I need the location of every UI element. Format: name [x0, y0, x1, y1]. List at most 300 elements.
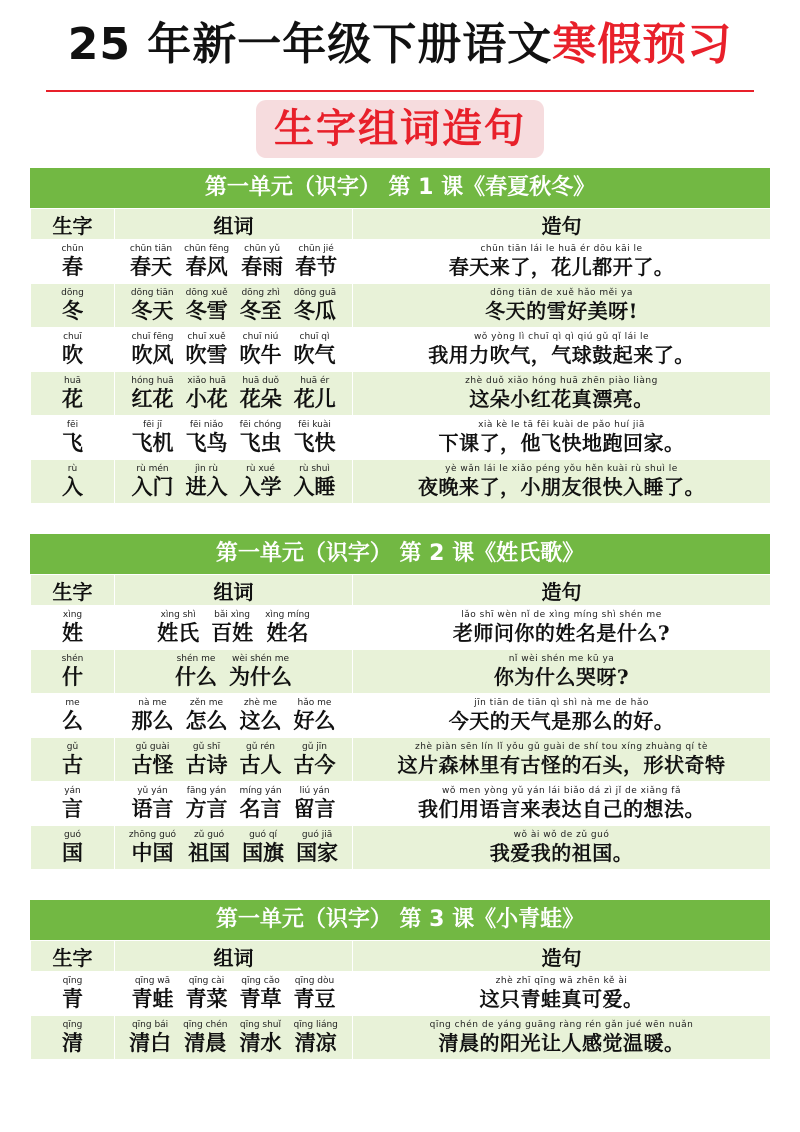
- sentence-cell: [353, 650, 771, 694]
- sentence-pinyin: wǒ men yòng yǔ yán lái biǎo dá zì jǐ de xiǎng fǎ: [442, 786, 681, 796]
- word-pinyin: wèi shén me: [231, 654, 290, 664]
- word-hanzi: 青蛙: [131, 986, 174, 1011]
- table-row: [31, 694, 771, 738]
- page-subtitle: 生字组词造句: [256, 100, 544, 158]
- word-hanzi: 飞鸟: [185, 430, 228, 455]
- table-row: [31, 1016, 771, 1060]
- sentence-cell: [353, 372, 771, 416]
- table-row: [31, 416, 771, 460]
- word-hanzi: 冬瓜: [293, 298, 336, 323]
- word-item: [129, 1020, 171, 1055]
- char-pinyin: shén: [61, 654, 84, 664]
- sentence-cell: [353, 972, 771, 1016]
- word-list: [115, 786, 352, 821]
- word-hanzi: 冬雪: [185, 298, 228, 323]
- word-pinyin: fēi kuài: [298, 420, 331, 430]
- words-cell: [115, 694, 353, 738]
- word-pinyin: zǔ guó: [193, 830, 225, 840]
- word-hanzi: 清凉: [294, 1030, 337, 1055]
- example-sentence: [353, 464, 770, 499]
- word-pinyin: liú yán: [299, 786, 330, 796]
- word-pinyin: guó jiā: [301, 830, 333, 840]
- sentence-pinyin: zhè duǒ xiǎo hóng huā zhēn piào liàng: [465, 376, 658, 386]
- word-pinyin: chuī fēng: [131, 332, 174, 342]
- new-character: [31, 244, 114, 279]
- word-hanzi: 清白: [129, 1030, 172, 1055]
- word-hanzi: 古人: [239, 752, 282, 777]
- word-hanzi: 春天: [129, 254, 172, 279]
- word-hanzi: 古怪: [131, 752, 174, 777]
- char-hanzi: 花: [62, 386, 83, 411]
- sentence-text: 冬天的雪好美呀!: [485, 299, 638, 323]
- sentence-cell: [353, 738, 771, 782]
- new-character: [31, 742, 114, 777]
- word-pinyin: qīng cài: [188, 976, 225, 986]
- char-cell: [31, 782, 115, 826]
- char-cell: [31, 972, 115, 1016]
- word-list: [115, 976, 352, 1011]
- char-pinyin: xìng: [62, 610, 83, 620]
- char-hanzi: 吹: [62, 342, 83, 367]
- char-hanzi: 春: [62, 254, 83, 279]
- example-sentence: [353, 332, 770, 367]
- word-hanzi: 古今: [293, 752, 336, 777]
- char-cell: [31, 328, 115, 372]
- example-sentence: [353, 654, 770, 689]
- word-list: [115, 830, 352, 865]
- word-item: [239, 1020, 281, 1055]
- word-hanzi: 春节: [295, 254, 338, 279]
- words-cell: [115, 972, 353, 1016]
- word-item: [186, 464, 228, 499]
- sentence-cell: [353, 416, 771, 460]
- word-pinyin: huā ér: [300, 376, 330, 386]
- word-hanzi: 清晨: [184, 1030, 227, 1055]
- word-pinyin: qīng chén: [183, 1020, 228, 1030]
- sentence-pinyin: zhè zhī qīng wā zhēn kě ài: [495, 976, 628, 986]
- title-underline: [46, 90, 754, 92]
- word-hanzi: 这么: [239, 708, 282, 733]
- word-hanzi: 为什么: [229, 664, 292, 689]
- word-pinyin: dōng tiān: [130, 288, 174, 298]
- word-item: [132, 742, 174, 777]
- word-pinyin: qīng cǎo: [241, 976, 280, 986]
- word-item: [242, 830, 284, 865]
- word-hanzi: 冬至: [239, 298, 282, 323]
- word-item: [239, 786, 281, 821]
- word-item: [183, 1020, 227, 1055]
- char-pinyin: chuī: [63, 332, 82, 342]
- sentence-pinyin: zhè piàn sēn lín lǐ yǒu gǔ guài de shí tou xíng zhuàng qí tè: [415, 742, 708, 752]
- word-pinyin: qīng shuǐ: [239, 1020, 282, 1030]
- example-sentence: [353, 698, 770, 733]
- word-pinyin: chūn fēng: [184, 244, 230, 254]
- word-list: [115, 654, 352, 689]
- words-cell: [115, 1016, 353, 1060]
- page-title: [0, 18, 800, 72]
- column-header-sentence: 造句: [353, 575, 771, 606]
- sentence-cell: [353, 328, 771, 372]
- word-pinyin: huā duǒ: [242, 376, 280, 386]
- word-list: [115, 742, 352, 777]
- table-row: [31, 606, 771, 650]
- table-row: [31, 738, 771, 782]
- word-pinyin: zěn me: [189, 698, 224, 708]
- char-pinyin: qīng: [62, 1020, 83, 1030]
- new-character: [31, 786, 114, 821]
- char-pinyin: qīng: [62, 976, 83, 986]
- word-pinyin: chūn jié: [298, 244, 334, 254]
- sentence-text: 我用力吹气，气球鼓起来了。: [428, 343, 695, 367]
- word-pinyin: fēi chóng: [239, 420, 282, 430]
- word-hanzi: 姓名: [266, 620, 309, 645]
- word-pinyin: xìng shì: [160, 610, 196, 620]
- word-pinyin: nà me: [138, 698, 167, 708]
- word-item: [296, 830, 338, 865]
- column-header-words: 组词: [115, 575, 353, 606]
- char-hanzi: 什: [62, 664, 83, 689]
- word-item: [129, 830, 176, 865]
- word-pinyin: chuī qì: [299, 332, 330, 342]
- table-row: [31, 328, 771, 372]
- word-list: [115, 244, 352, 279]
- word-pinyin: fēi jī: [142, 420, 163, 430]
- column-header-char: 生字: [31, 575, 115, 606]
- word-list: [115, 332, 352, 367]
- title-main: 25 年新一年级下册语文: [67, 19, 553, 70]
- char-hanzi: 么: [62, 708, 83, 733]
- word-item: [186, 288, 228, 323]
- word-pinyin: xiǎo huā: [187, 376, 227, 386]
- lesson-section-3: [30, 900, 770, 1060]
- word-item: [295, 244, 337, 279]
- word-pinyin: dōng xuě: [185, 288, 228, 298]
- table-row: [31, 972, 771, 1016]
- sentence-cell: [353, 694, 771, 738]
- word-item: [188, 830, 230, 865]
- word-item: [132, 332, 174, 367]
- word-hanzi: 名言: [239, 796, 282, 821]
- word-pinyin: chuī niú: [242, 332, 279, 342]
- word-pinyin: hóng huā: [131, 376, 174, 386]
- table-row: [31, 650, 771, 694]
- word-item: [186, 376, 228, 411]
- new-character: [31, 698, 114, 733]
- word-item: [265, 610, 310, 645]
- word-item: [294, 464, 336, 499]
- word-item: [294, 698, 336, 733]
- word-hanzi: 花朵: [239, 386, 282, 411]
- example-sentence: [353, 1020, 770, 1055]
- word-hanzi: 入门: [131, 474, 174, 499]
- words-cell: [115, 826, 353, 870]
- word-item: [211, 610, 253, 645]
- word-hanzi: 春风: [185, 254, 228, 279]
- example-sentence: [353, 742, 770, 777]
- sentence-pinyin: jīn tiān de tiān qì shì nà me de hǎo: [474, 698, 649, 708]
- char-hanzi: 言: [62, 796, 83, 821]
- word-item: [240, 976, 282, 1011]
- word-hanzi: 国旗: [242, 840, 285, 865]
- new-character: [31, 464, 114, 499]
- words-cell: [115, 606, 353, 650]
- words-cell: [115, 240, 353, 284]
- word-pinyin: jìn rù: [195, 464, 218, 474]
- sentence-text: 我们用语言来表达自己的想法。: [418, 797, 705, 821]
- word-hanzi: 红花: [131, 386, 174, 411]
- char-cell: [31, 240, 115, 284]
- sentence-cell: [353, 826, 771, 870]
- char-pinyin: rù: [67, 464, 78, 474]
- word-pinyin: shén me: [176, 654, 216, 664]
- word-pinyin: bǎi xìng: [214, 610, 251, 620]
- word-item: [186, 420, 228, 455]
- words-cell: [115, 284, 353, 328]
- sentence-cell: [353, 606, 771, 650]
- word-hanzi: 飞虫: [239, 430, 282, 455]
- column-header-char: 生字: [31, 941, 115, 972]
- new-character: [31, 332, 114, 367]
- sentence-text: 老师问你的姓名是什么?: [452, 621, 671, 645]
- sentence-pinyin: wǒ yòng lì chuī qì qì qiú gǔ qǐ lái le: [473, 332, 650, 342]
- lesson-section-1: [30, 168, 770, 504]
- char-pinyin: gǔ: [66, 742, 79, 752]
- word-hanzi: 那么: [131, 708, 174, 733]
- word-hanzi: 青草: [239, 986, 282, 1011]
- sentence-pinyin: wǒ ài wǒ de zǔ guó: [513, 830, 610, 840]
- word-hanzi: 飞机: [131, 430, 174, 455]
- word-list: [115, 1020, 352, 1055]
- new-character: [31, 376, 114, 411]
- word-item: [186, 976, 228, 1011]
- sentence-text: 下课了，他飞快地跑回家。: [438, 431, 685, 455]
- char-cell: [31, 694, 115, 738]
- word-item: [294, 420, 336, 455]
- word-item: [294, 786, 336, 821]
- word-hanzi: 姓氏: [157, 620, 200, 645]
- table-header-row: [31, 575, 771, 606]
- word-pinyin: fāng yán: [186, 786, 227, 796]
- word-item: [131, 288, 174, 323]
- char-pinyin: guó: [64, 830, 81, 840]
- new-character: [31, 288, 114, 323]
- word-item: [294, 976, 336, 1011]
- new-character: [31, 420, 114, 455]
- table-row: [31, 460, 771, 504]
- char-hanzi: 飞: [62, 430, 83, 455]
- word-pinyin: fēi niǎo: [189, 420, 224, 430]
- section-header: 第一单元（识字） 第 3 课《小青蛙》: [30, 900, 770, 940]
- word-hanzi: 百姓: [211, 620, 254, 645]
- char-hanzi: 姓: [62, 620, 83, 645]
- word-pinyin: gǔ jīn: [302, 742, 327, 752]
- word-hanzi: 吹牛: [239, 342, 282, 367]
- table-row: [31, 826, 771, 870]
- char-hanzi: 清: [62, 1030, 83, 1055]
- section-header: 第一单元（识字） 第 2 课《姓氏歌》: [30, 534, 770, 574]
- sentence-pinyin: lǎo shī wèn nǐ de xìng míng shì shén me: [461, 610, 662, 620]
- word-item: [185, 786, 227, 821]
- sentence-cell: [353, 782, 771, 826]
- word-hanzi: 进入: [185, 474, 228, 499]
- word-pinyin: rù mén: [136, 464, 169, 474]
- word-pinyin: chūn yǔ: [244, 244, 281, 254]
- word-hanzi: 清水: [239, 1030, 282, 1055]
- sentence-pinyin: chūn tiān lái le huā ér dōu kāi le: [480, 244, 643, 254]
- word-item: [132, 976, 174, 1011]
- word-item: [186, 698, 228, 733]
- word-pinyin: qīng wā: [134, 976, 171, 986]
- word-hanzi: 青豆: [293, 986, 336, 1011]
- word-item: [186, 332, 228, 367]
- word-item: [132, 698, 174, 733]
- word-list: [115, 464, 352, 499]
- char-pinyin: me: [65, 698, 80, 708]
- word-item: [131, 376, 173, 411]
- word-hanzi: 祖国: [188, 840, 231, 865]
- char-cell: [31, 826, 115, 870]
- lesson-section-2: [30, 534, 770, 870]
- sentence-cell: [353, 1016, 771, 1060]
- char-pinyin: fēi: [66, 420, 79, 430]
- char-pinyin: chūn: [61, 244, 84, 254]
- word-item: [132, 464, 174, 499]
- word-pinyin: gǔ shī: [192, 742, 221, 752]
- word-hanzi: 方言: [185, 796, 228, 821]
- section-header: 第一单元（识字） 第 1 课《春夏秋冬》: [30, 168, 770, 208]
- sentence-text: 清晨的阳光让人感觉温暖。: [438, 1031, 685, 1055]
- example-sentence: [353, 786, 770, 821]
- table-row: [31, 284, 771, 328]
- words-cell: [115, 372, 353, 416]
- word-pinyin: yǔ yán: [137, 786, 168, 796]
- word-pinyin: gǔ rén: [245, 742, 276, 752]
- sentence-text: 这片森林里有古怪的石头，形状奇特: [397, 753, 726, 777]
- word-pinyin: chūn tiān: [129, 244, 173, 254]
- table-header-row: [31, 209, 771, 240]
- char-cell: [31, 372, 115, 416]
- word-pinyin: qīng liáng: [293, 1020, 338, 1030]
- word-item: [241, 244, 283, 279]
- word-item: [186, 742, 228, 777]
- sentence-text: 今天的天气是那么的好。: [448, 709, 675, 733]
- word-pinyin: chuī xuě: [187, 332, 226, 342]
- column-header-words: 组词: [115, 941, 353, 972]
- words-cell: [115, 460, 353, 504]
- word-hanzi: 青菜: [185, 986, 228, 1011]
- table-row: [31, 240, 771, 284]
- word-item: [240, 698, 282, 733]
- word-pinyin: zhè me: [243, 698, 278, 708]
- word-item: [229, 654, 292, 689]
- word-pinyin: qīng dòu: [294, 976, 335, 986]
- word-hanzi: 冬天: [131, 298, 174, 323]
- word-list: [115, 288, 352, 323]
- sentence-pinyin: dōng tiān de xuě hǎo měi ya: [490, 288, 633, 298]
- word-item: [240, 420, 282, 455]
- word-item: [293, 1020, 337, 1055]
- column-header-words: 组词: [115, 209, 353, 240]
- word-hanzi: 春雨: [241, 254, 284, 279]
- column-header-char: 生字: [31, 209, 115, 240]
- example-sentence: [353, 244, 770, 279]
- sentence-cell: [353, 460, 771, 504]
- word-pinyin: zhōng guó: [128, 830, 177, 840]
- example-sentence: [353, 376, 770, 411]
- word-pinyin: míng yán: [239, 786, 282, 796]
- word-hanzi: 古诗: [185, 752, 228, 777]
- word-pinyin: rù xué: [246, 464, 275, 474]
- word-item: [240, 332, 282, 367]
- word-item: [240, 376, 282, 411]
- word-hanzi: 国家: [296, 840, 339, 865]
- example-sentence: [353, 288, 770, 323]
- word-pinyin: xìng míng: [265, 610, 310, 620]
- vocab-table: [30, 940, 771, 1060]
- char-cell: [31, 650, 115, 694]
- word-pinyin: hǎo me: [297, 698, 332, 708]
- sentence-cell: [353, 240, 771, 284]
- new-character: [31, 654, 114, 689]
- word-list: [115, 610, 352, 645]
- word-hanzi: 吹雪: [185, 342, 228, 367]
- word-item: [240, 288, 282, 323]
- word-hanzi: 入睡: [293, 474, 336, 499]
- word-hanzi: 留言: [293, 796, 336, 821]
- word-hanzi: 语言: [131, 796, 174, 821]
- example-sentence: [353, 420, 770, 455]
- table-header-row: [31, 941, 771, 972]
- word-list: [115, 420, 352, 455]
- char-hanzi: 古: [62, 752, 83, 777]
- words-cell: [115, 328, 353, 372]
- char-hanzi: 国: [62, 840, 83, 865]
- table-row: [31, 372, 771, 416]
- word-item: [157, 610, 199, 645]
- word-pinyin: gǔ guài: [135, 742, 170, 752]
- word-item: [294, 376, 336, 411]
- word-hanzi: 小花: [185, 386, 228, 411]
- sentence-pinyin: yè wǎn lái le xiǎo péng yǒu hěn kuài rù shuì le: [445, 464, 678, 474]
- word-pinyin: qīng bái: [131, 1020, 169, 1030]
- sentence-text: 这朵小红花真漂亮。: [469, 387, 654, 411]
- words-cell: [115, 738, 353, 782]
- example-sentence: [353, 830, 770, 865]
- word-list: [115, 698, 352, 733]
- column-header-sentence: 造句: [353, 209, 771, 240]
- word-hanzi: 花儿: [293, 386, 336, 411]
- char-hanzi: 入: [62, 474, 83, 499]
- table-row: [31, 782, 771, 826]
- word-item: [294, 742, 336, 777]
- word-hanzi: 吹风: [131, 342, 174, 367]
- words-cell: [115, 416, 353, 460]
- words-cell: [115, 650, 353, 694]
- example-sentence: [353, 976, 770, 1011]
- sentence-text: 你为什么哭呀?: [493, 665, 630, 689]
- char-cell: [31, 1016, 115, 1060]
- column-header-sentence: 造句: [353, 941, 771, 972]
- word-hanzi: 入学: [239, 474, 282, 499]
- vocab-table: [30, 574, 771, 870]
- word-item: [131, 786, 173, 821]
- sentence-text: 我爱我的祖国。: [489, 841, 634, 865]
- example-sentence: [353, 610, 770, 645]
- new-character: [31, 1020, 114, 1055]
- word-hanzi: 吹气: [293, 342, 336, 367]
- char-pinyin: yán: [64, 786, 81, 796]
- word-pinyin: guó qí: [249, 830, 278, 840]
